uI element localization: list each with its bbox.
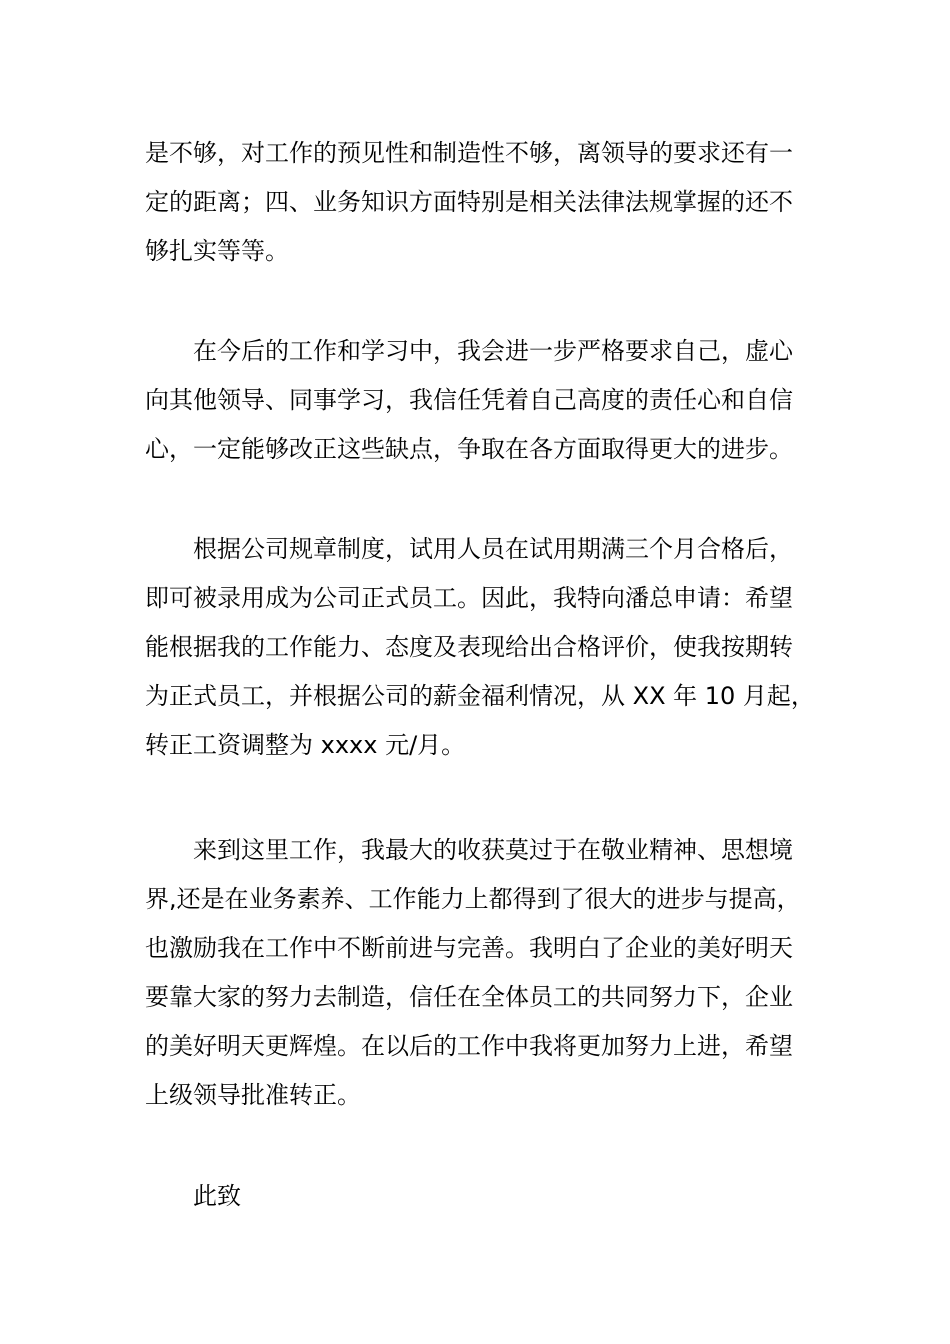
paragraph-application (145, 525, 815, 770)
closing-block (145, 1172, 811, 1221)
paragraph-line: 要靠大家的努力去制造，信任在全体员工的共同努力下，企业 (145, 983, 793, 1011)
paragraph-line: 来到这里工作，我最大的收获莫过于在敬业精神、思想境 (193, 836, 793, 864)
paragraph-weaknesses (145, 129, 811, 276)
paragraph-line: 也激励我在工作中不断前进与完善。我明白了企业的美好明天 (145, 934, 793, 962)
closing-salutation: 此致 (193, 1182, 241, 1210)
paragraph-line: 根据公司规章制度，试用人员在试用期满三个月合格后， (193, 535, 793, 563)
paragraph-line: 为正式员工，并根据公司的薪金福利情况，从 XX 年 10 月起， (145, 682, 815, 710)
paragraph-line: 够扎实等等。 (145, 237, 289, 265)
paragraph-line: 能根据我的工作能力、态度及表现给出合格评价，使我按期转 (145, 633, 793, 661)
paragraph-line: 界,还是在业务素养、工作能力上都得到了很大的进步与提高， (145, 885, 801, 913)
paragraph-improvement (145, 327, 811, 474)
paragraph-line: 是不够，对工作的预见性和制造性不够，离领导的要求还有一 (145, 139, 793, 167)
paragraph-line: 定的距离；四、业务知识方面特别是相关法律法规掌握的还不 (145, 188, 793, 216)
paragraph-line: 上级领导批准转正。 (145, 1081, 361, 1109)
paragraph-line: 即可被录用成为公司正式员工。因此，我特向潘总申请：希望 (145, 584, 793, 612)
paragraph-line: 向其他领导、同事学习，我信任凭着自己高度的责任心和自信 (145, 386, 793, 414)
paragraph-gains (145, 826, 811, 1120)
paragraph-line: 心，一定能够改正这些缺点，争取在各方面取得更大的进步。 (145, 435, 793, 463)
paragraph-line: 在今后的工作和学习中，我会进一步严格要求自己，虚心 (193, 337, 793, 365)
paragraph-line: 转正工资调整为 xxxx 元/月。 (145, 731, 466, 759)
paragraph-line: 的美好明天更辉煌。在以后的工作中我将更加努力上进，希望 (145, 1032, 793, 1060)
